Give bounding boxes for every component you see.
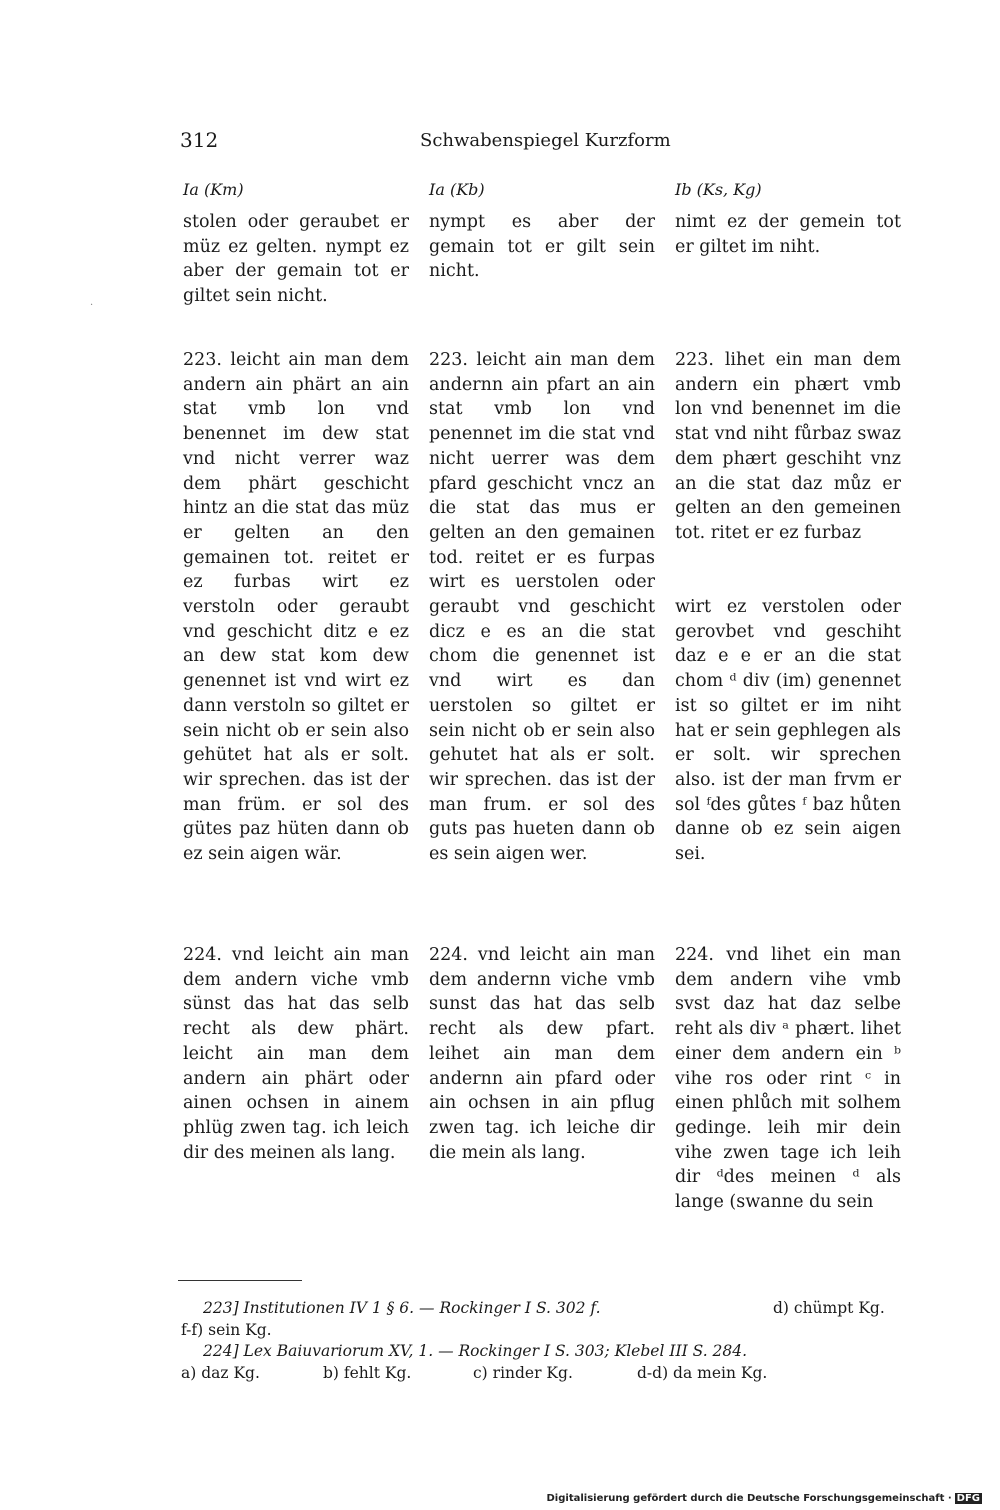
footnote-b: b) fehlt Kg.: [323, 1363, 412, 1382]
footnote-f: f-f) sein Kg.: [181, 1320, 272, 1339]
text-paragraph: 224. vnd lihet ein man dem andern vihe vmb svst daz hat daz selbe reht als div ᵃ phært. lihet einer dem andern ein ᵇ vihe ros oder rint ᶜ in einen phlůch mit solhem gedinge. leih mir dein vihe zwen tage ich leih dir ᵈdes meinen ᵈ als lange (swanne du sein: [675, 945, 901, 1213]
footnote-d: d) chümpt Kg.: [773, 1299, 885, 1317]
column-kb-block-0: [429, 210, 655, 284]
column-kskg-block-223b: [675, 595, 901, 867]
footnote-line: [181, 1341, 901, 1363]
footnote-a: a) daz Kg.: [181, 1363, 260, 1382]
column-km-block-0: [183, 210, 409, 309]
column-km-block-223: [183, 348, 409, 867]
column-kskg-block-223a: [675, 348, 901, 546]
page-number: 312: [180, 128, 219, 152]
text-paragraph: stolen oder geraubet er müz ez gelten. nympt ez aber der gemain tot er giltet sein nicht.: [183, 212, 409, 307]
footnotes: [181, 1298, 901, 1384]
footnote-223-source: 223] Institutionen IV 1 § 6. — Rockinger I S. 302 f.: [203, 1299, 601, 1317]
running-head: Schwabenspiegel Kurzform: [420, 130, 671, 151]
column-heading-kb: Ia (Kb): [429, 180, 485, 199]
column-kskg-block-0: [675, 210, 901, 259]
column-kskg-block-224: [675, 943, 901, 1215]
text-paragraph: 224. vnd leicht ain man dem andern viche vmb sünst das hat das selb recht als dew phärt. leicht ain man dem andern ain phärt oder ainen ochsen in ainem phlüg zwen tag. ich leich dir des meinen als lang.: [183, 945, 409, 1163]
text-paragraph: nympt es aber der gemain tot er gilt sein nicht.: [429, 212, 655, 282]
text-paragraph: 223. lihet ein man dem andern ein phært vmb lon vnd benennet im die stat vnd niht fůrbaz swaz dem phært geschiht vnz an die stat daz můz er gelten an den gemeinen tot. ritet er ez furbaz: [675, 350, 901, 543]
column-kb-block-224: [429, 943, 655, 1165]
text-paragraph: 224. vnd leicht ain man dem andernn viche vmb sunst das hat das selb recht als dew pfart. leihet ain man dem andernn ain pfard oder ain ochsen in ain pflug zwen tag. ich leiche dir die mein als lang.: [429, 945, 655, 1163]
text-paragraph: wirt ez verstolen oder gerovbet vnd geschiht daz e e er an die stat chom ᵈ div (im) genennet ist so giltet er im niht hat er sein gephlegen als er solt. wir sprechen also. ist der man frvm er sol ᶠdes gůtes ᶠ baz hůten danne ob ez sein aigen sei.: [675, 597, 901, 865]
footnote-224-source: 224] Lex Baiuvariorum XV, 1. — Rockinger I S. 303; Klebel III S. 284.: [203, 1342, 748, 1360]
footnote-line: [181, 1298, 901, 1320]
text-paragraph: 223. leicht ain man dem andern ain phärt an ain stat vmb lon vnd benennet im dew stat vnd nicht verrer waz dem phärt geschicht hintz an die stat das müz er gelten an den gemainen tot. reitet er ez furbas wirt ez verstoln oder geraubt vnd geschicht ditz e ez an dew stat kom dew genennet ist vnd wirt ez dann verstoln so giltet er sein nicht ob er sein also gehütet hat als er solt. wir sprechen. das ist der man früm. er sol des gütes paz hüten dann ob ez sein aigen wär.: [183, 350, 409, 865]
footnote-line: [181, 1363, 901, 1385]
credit-text: Digitalisierung gefördert durch die Deutsche Forschungsgemeinschaft ·: [546, 1493, 952, 1504]
scan-speck: ·: [90, 300, 94, 311]
column-kb-block-223: [429, 348, 655, 867]
text-paragraph: nimt ez der gemein tot er giltet im niht.: [675, 212, 901, 257]
footnote-d-d: d-d) da mein Kg.: [637, 1363, 768, 1382]
column-heading-km: Ia (Km): [183, 180, 244, 199]
digitization-credit: [547, 1493, 983, 1504]
text-paragraph: 223. leicht ain man dem andernn ain pfart an ain stat vmb lon vnd penennet im die stat vnd nicht uerrer was dem pfard geschicht vncz an die stat das mus er gelten an den gemainen tod. reitet er es furpas wirt es uerstolen oder geraubt vnd geschicht dicz e es an die stat chom die genennet ist vnd wirt es dan uerstolen so giltet er sein nicht ob er sein also gehutet hat als er solt. wir sprechen. das ist der man frum. er sol des guts pas hueten dann ob es sein aigen wer.: [429, 350, 655, 865]
dfg-logo: DFG: [956, 1493, 980, 1504]
footnote-line: [181, 1320, 901, 1342]
footnote-c: c) rinder Kg.: [473, 1363, 573, 1382]
column-heading-ks-kg: Ib (Ks, Kg): [675, 180, 762, 199]
column-km-block-224: [183, 943, 409, 1165]
footnote-rule: [178, 1280, 302, 1281]
